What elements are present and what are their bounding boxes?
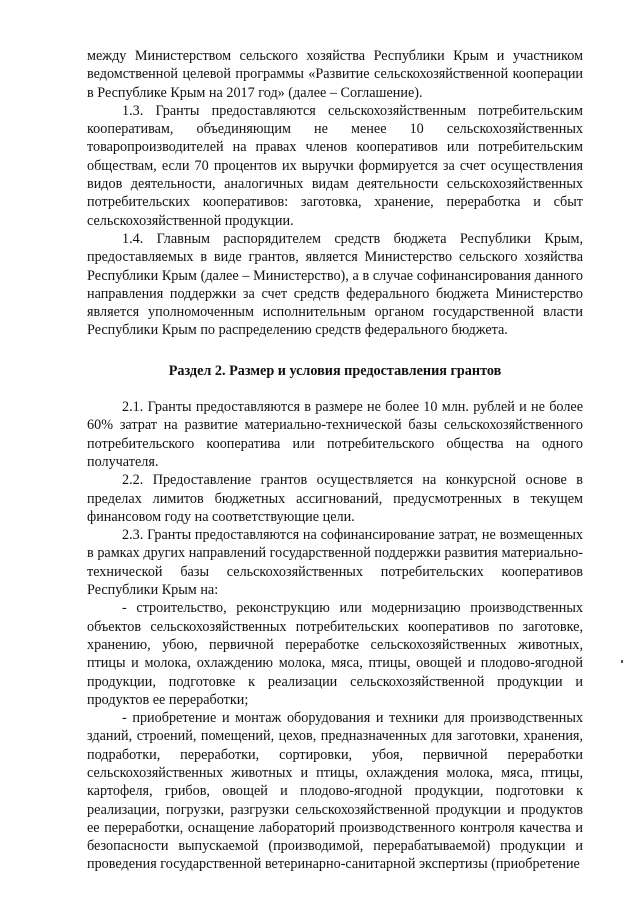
- paragraph-1-4: 1.4. Главным распорядителем средств бюджета Республики Крым, предоставляемых в виде грантов, является Министерство сельского хозяйства Республики Крым (далее – Министерство), а в случае софинансирования данного направления поддержки за счет средств федерального бюджета Министерство является уполномоченным исполнительным органом государственной власти Республики Крым по распределению средств федерального бюджета.: [87, 230, 583, 339]
- list-item-equipment: - приобретение и монтаж оборудования и техники для производственных зданий, строений, помещений, цехов, предназначенных для заготовки, хранения, подработки, переработки, сортировки, убоя, первичной переработки сельскохозяйственных животных и птицы, охлаждения молока, мяса, птицы, картофеля, грибов, овощей и плодово-ягодной продукции, подготовки к реализации, погрузки, разгрузки сельскохозяйственной продукции и продуктов ее переработки, оснащение лабораторий производственного контроля качества и безопасности выпускаемой (производимой, перерабатываемой) продукции и проведения государственной ветеринарно-санитарной экспертизы (приобретение: [87, 710, 583, 873]
- paragraph-agreement-continuation: между Министерством сельского хозяйства Республики Крым и участником ведомственной целевой программы «Развитие сельскохозяйственной кооперации в Республике Крым на 2017 год» (далее – Соглашение).: [87, 48, 583, 101]
- paragraph-2-2: 2.2. Предоставление грантов осуществляется на конкурсной основе в пределах лимитов бюджетных ассигнований, предусмотренных в текущем финансовом году на соответствующие цели.: [87, 472, 583, 525]
- document-body: [87, 47, 583, 874]
- paragraph-1-3: 1.3. Гранты предоставляются сельскохозяйственным потребительским кооперативам, объединяющим не менее 10 сельскохозяйственных товаропроизводителей на правах членов кооперативов или потребительским обществам, если 70 процентов их выручки формируется за счет осуществления видов деятельности, аналогичных видам деятельности сельскохозяйственных потребительских кооперативов: заготовка, хранение, переработка и сбыт сельскохозяйственной продукции.: [87, 102, 583, 229]
- list-item-construction: - строительство, реконструкцию или модернизацию производственных объектов сельскохозяйственных потребительских кооперативов по заготовке, хранению, убою, первичной переработке сельскохозяйственных животных, птицы и молока, охлаждению молока, мяса, птицы, овощей и плодово-ягодной продукции, подготовке к реализации сельскохозяйственной продукции и продуктов ее переработки;: [87, 600, 583, 708]
- scan-speck: [621, 660, 623, 663]
- section-2-heading: Раздел 2. Размер и условия предоставления грантов: [168, 362, 502, 379]
- paragraph-2-3: 2.3. Гранты предоставляются на софинансирование затрат, не возмещенных в рамках других направлений государственной поддержки развития материально-технической базы сельскохозяйственных потребительских кооперативов Республики Крым на:: [87, 527, 583, 599]
- paragraph-2-1: 2.1. Гранты предоставляются в размере не более 10 млн. рублей и не более 60% затрат на развитие материально-технической базы сельскохозяйственного потребительского кооператива или потребительского общества на одного получателя.: [87, 399, 583, 470]
